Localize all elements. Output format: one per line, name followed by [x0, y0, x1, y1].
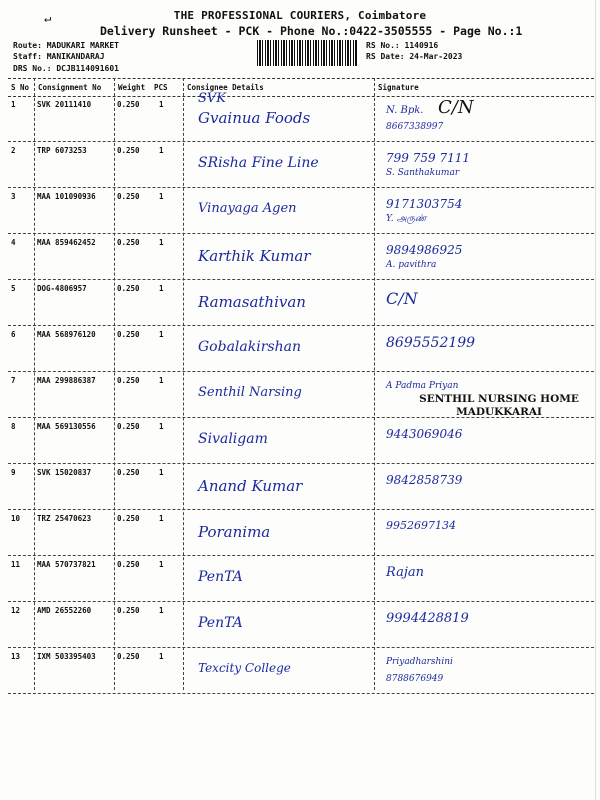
signature-handwriting: 9894986925: [386, 243, 463, 257]
table-row: [8, 417, 594, 464]
signature-handwriting: Rajan: [386, 565, 424, 580]
consignee-handwriting: Texcity College: [198, 661, 291, 675]
signature-handwriting-2: A. pavithra: [386, 260, 437, 270]
pcs-value: 1: [159, 330, 164, 339]
pcs-value: 1: [159, 560, 164, 569]
pcs-value: 1: [159, 468, 164, 477]
weight-value: 0.250: [117, 192, 140, 201]
col-consignment: Consignment No: [38, 83, 102, 92]
table-row: [8, 233, 594, 280]
signature-handwriting: 9171303754: [386, 197, 463, 211]
stamp-senthil-nursing-home: [394, 393, 600, 419]
route-label: Route: MADUKARI MARKET: [13, 41, 119, 50]
weight-value: 0.250: [117, 514, 140, 523]
consignment-number: SVK 15020837: [37, 468, 92, 477]
weight-value: 0.250: [117, 606, 140, 615]
consignee-handwriting: Ramasathivan: [198, 293, 306, 311]
consignee-handwriting: PenTA: [198, 569, 243, 585]
consignee-handwriting: Anand Kumar: [198, 477, 303, 495]
rs-number: RS No.: 1140916: [366, 41, 439, 50]
signature-handwriting: 8695552199: [386, 335, 476, 351]
consignee-handwriting: PenTA: [198, 615, 243, 631]
consignment-number: MAA 570737821: [37, 560, 96, 569]
consignee-handwriting: Poranima: [198, 523, 271, 541]
signature-handwriting: 9443069046: [386, 427, 463, 441]
barcode-image: [257, 40, 357, 66]
consignment-number: TRZ 25470623: [37, 514, 92, 523]
signature-handwriting: 799 759 7111: [386, 151, 470, 165]
pcs-value: 1: [159, 192, 164, 201]
pcs-value: 1: [159, 514, 164, 523]
col-weight: Weight: [118, 83, 146, 92]
weight-value: 0.250: [117, 560, 140, 569]
stamp-line-2: MADUKKARAI: [456, 406, 542, 418]
signature-handwriting: Priyadharshini: [386, 657, 453, 667]
serial-number: 3: [11, 192, 16, 201]
serial-number: 6: [11, 330, 16, 339]
pcs-value: 1: [159, 146, 164, 155]
weight-value: 0.250: [117, 238, 140, 247]
col-sno: S No: [11, 83, 30, 92]
weight-value: 0.250: [117, 652, 140, 661]
consignee-handwriting: Karthik Kumar: [198, 247, 311, 265]
pcs-value: 1: [159, 100, 164, 109]
pcs-value: 1: [159, 652, 164, 661]
signature-handwriting: A Padma Priyan: [386, 381, 459, 391]
table-row: [8, 325, 594, 372]
runsheet-table: [8, 78, 594, 690]
weight-value: 0.250: [117, 422, 140, 431]
staff-label: Staff: MANIKANDARAJ: [13, 52, 105, 61]
consignment-number: AMD 26552260: [37, 606, 92, 615]
table-row: [8, 91, 594, 142]
consignment-number: SVK 20111410: [37, 100, 92, 109]
serial-number: 5: [11, 284, 16, 293]
serial-number: 1: [11, 100, 16, 109]
consignment-number: MAA 101090936: [37, 192, 96, 201]
signature-handwriting: N. Bpk.: [386, 105, 424, 116]
table-row: [8, 647, 594, 694]
weight-value: 0.250: [117, 146, 140, 155]
stamp-line-1: SENTHIL NURSING HOME: [419, 393, 579, 405]
tick-mark: ↵: [44, 11, 52, 25]
signature-handwriting: 9952697134: [386, 519, 456, 532]
signature-handwriting: 9994428819: [386, 611, 469, 626]
serial-number: 9: [11, 468, 16, 477]
signature-handwriting-2: S. Santhakumar: [386, 168, 460, 178]
consignment-number: MAA 859462452: [37, 238, 96, 247]
weight-value: 0.250: [117, 100, 140, 109]
pcs-value: 1: [159, 238, 164, 247]
pcs-value: 1: [159, 606, 164, 615]
signature-handwriting-2: 8667338997: [386, 122, 444, 132]
serial-number: 8: [11, 422, 16, 431]
serial-number: 2: [11, 146, 16, 155]
signature-handwriting: C/N: [386, 289, 418, 308]
rs-info: [366, 40, 462, 62]
table-row: [8, 187, 594, 234]
table-row: [8, 509, 594, 556]
serial-number: 12: [11, 606, 21, 615]
consignee-handwriting: Sivaligam: [198, 431, 268, 447]
signature-handwriting: 9842858739: [386, 473, 463, 487]
pcs-value: 1: [159, 422, 164, 431]
runsheet-title: Delivery Runsheet - PCK - Phone No.:0422-3505555 - Page No.:1: [100, 24, 523, 38]
consignee-handwriting: Senthil Narsing: [198, 385, 302, 400]
drs-number: DRS No.: DCJB114091601: [13, 64, 119, 73]
serial-number: 10: [11, 514, 21, 523]
rs-date: RS Date: 24-Mar-2023: [366, 52, 463, 61]
consignment-number: TRP 6073253: [37, 146, 87, 155]
serial-number: 13: [11, 652, 21, 661]
signature-mark: C/N: [438, 97, 474, 118]
pcs-value: 1: [159, 376, 164, 385]
consignee-handwriting: Gvainua Foods: [198, 109, 311, 127]
serial-number: 4: [11, 238, 16, 247]
consignment-number: MAA 569130556: [37, 422, 96, 431]
weight-value: 0.250: [117, 284, 140, 293]
table-row: [8, 141, 594, 188]
consignment-number: MAA 568976120: [37, 330, 96, 339]
consignment-number: MAA 299886387: [37, 376, 96, 385]
weight-value: 0.250: [117, 376, 140, 385]
serial-number: 11: [11, 560, 21, 569]
weight-value: 0.250: [117, 330, 140, 339]
col-signature: Signature: [378, 83, 419, 92]
col-consignee: Consignee Details: [187, 83, 264, 92]
col-pcs: PCS: [154, 83, 168, 92]
consignee-handwriting: Gobalakirshan: [198, 339, 301, 355]
signature-handwriting-2: 8788676949: [386, 674, 444, 684]
route-info: [13, 40, 119, 62]
serial-number: 7: [11, 376, 16, 385]
consignee-handwriting: Vinayaga Agen: [198, 201, 297, 216]
scan-edge: [595, 0, 596, 800]
table-row: [8, 555, 594, 602]
table-row: [8, 279, 594, 326]
consignee-handwriting: SRisha Fine Line: [198, 155, 319, 171]
table-row: [8, 463, 594, 510]
consignee-handwriting-2: SVK: [198, 91, 227, 106]
table-row: [8, 601, 594, 648]
pcs-value: 1: [159, 284, 164, 293]
signature-handwriting-2: Y. அருண்: [386, 214, 427, 224]
company-title: THE PROFESSIONAL COURIERS, Coimbatore: [173, 9, 427, 22]
weight-value: 0.250: [117, 468, 140, 477]
consignment-number: DOG-4806957: [37, 284, 87, 293]
consignment-number: IXM 503395403: [37, 652, 96, 661]
